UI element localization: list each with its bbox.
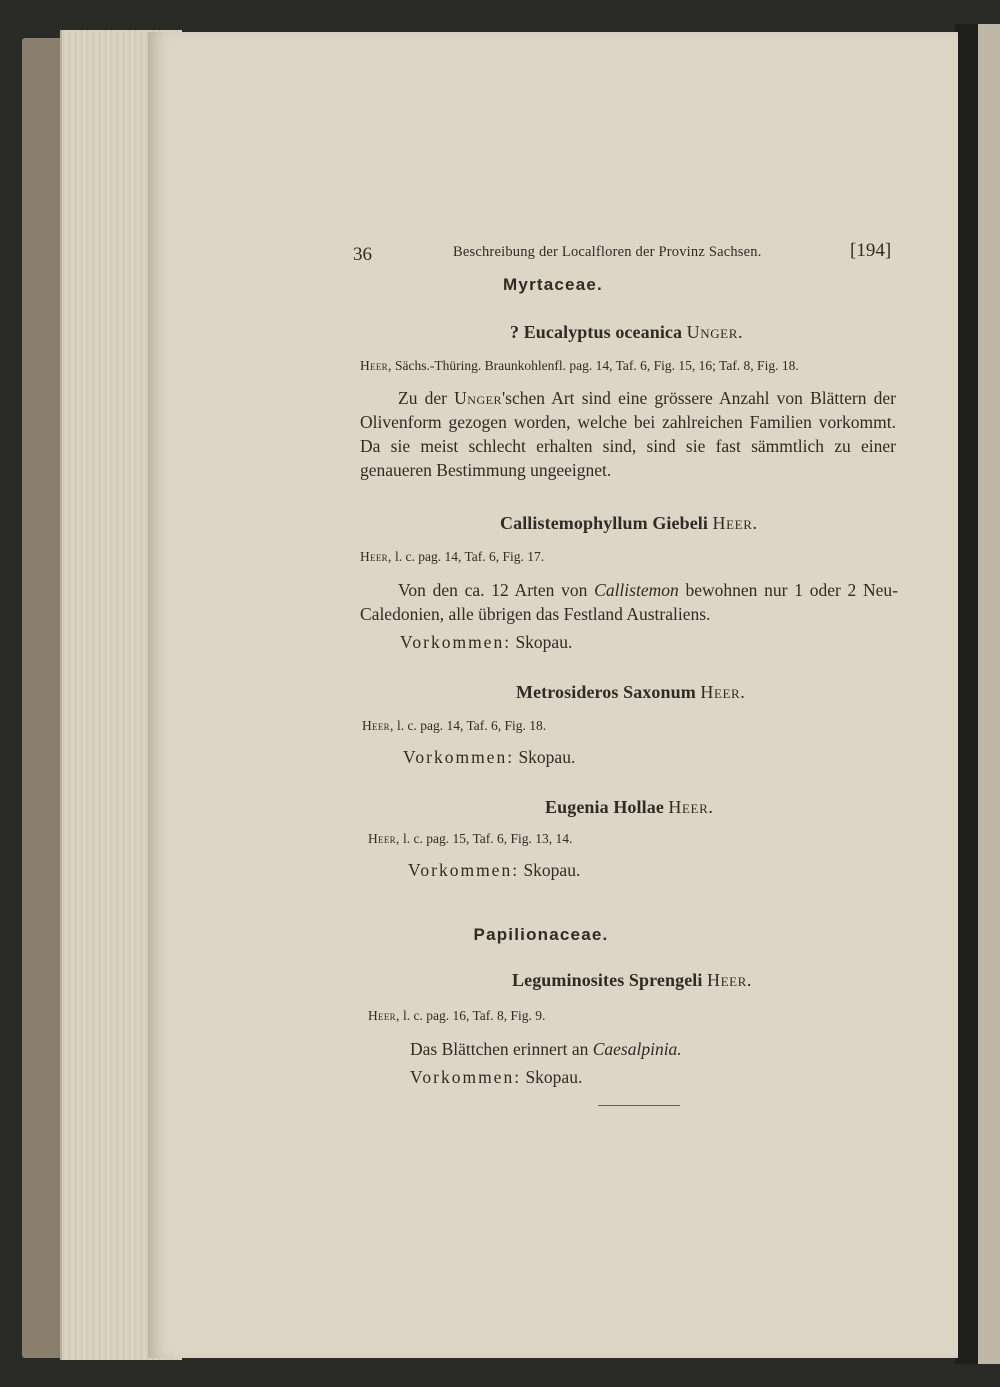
paragraph-text: 'schen Art sind eine grössere Anzahl von Blättern der Olivenform gezogen worden, welche bei zahlreichen Familien vorkommt. Da sie meist schlecht erhalten sind, sind sie fast sämmtlich zu einer genaueren Bestimmung ungeeignet. [360, 388, 896, 480]
species-name: ? Eucalyptus oceanica [510, 322, 683, 342]
reference-author: Heer, [360, 358, 392, 373]
reference-author: Heer, [368, 831, 400, 846]
paragraph-author: Unger [454, 388, 502, 408]
species-name: Eugenia Hollae [545, 797, 664, 817]
end-rule-divider [598, 1105, 680, 1106]
species-heading-eugenia [545, 797, 713, 818]
occurrence-value: Skopau. [518, 747, 576, 767]
running-title: Beschreibung der Localfloren der Provinz Sachsen. [453, 244, 762, 260]
occurrence-value: Skopau. [515, 632, 573, 652]
occurrence-value: Skopau. [525, 1067, 583, 1087]
species-heading-leguminosites [512, 970, 752, 991]
species-heading-eucalyptus [510, 322, 743, 343]
species-name: Metrosideros Saxonum [516, 682, 696, 702]
reference-author: Heer, [362, 718, 394, 733]
occurrence-leguminosites [410, 1067, 582, 1088]
paragraph-text: bewohnen nur 1 oder 2 Neu-Caledonien, alle übrigen das Festland Australiens. [360, 580, 899, 624]
species-name: Leguminosites Sprengeli [512, 970, 703, 990]
occurrence-callistemophyllum [400, 632, 572, 653]
species-author: Heer. [712, 513, 758, 533]
reference-eucalyptus [360, 358, 799, 374]
section-title-myrtaceae: Myrtaceae. [503, 275, 603, 294]
section-title-papilionaceae: Papilionaceae. [473, 925, 609, 944]
occurrence-label: Vorkommen: [410, 1067, 522, 1087]
species-name: Callistemophyllum Giebeli [500, 513, 709, 533]
book-page [148, 32, 958, 1358]
paragraph-eucalyptus [360, 386, 896, 482]
occurrence-label: Vorkommen: [408, 860, 520, 880]
species-author: Heer. [700, 682, 746, 702]
page-header [148, 240, 958, 270]
occurrence-metrosideros [403, 747, 575, 768]
reference-author: Heer, [368, 1008, 400, 1023]
reference-text: l. c. pag. 16, Taf. 8, Fig. 9. [403, 1008, 546, 1023]
species-author: Unger. [686, 322, 744, 342]
species-author: Heer. [706, 970, 753, 990]
occurrence-value: Skopau. [523, 860, 581, 880]
page-number: 36 [353, 244, 372, 265]
paragraph-genus: Caesalpinia. [592, 1039, 682, 1059]
bracketed-page-number: [194] [850, 240, 892, 261]
paragraph-leguminosites [410, 1037, 682, 1061]
reference-metrosideros [362, 718, 546, 734]
species-heading-callistemophyllum [500, 513, 758, 534]
paragraph-text: Von den ca. 12 Arten von [398, 580, 595, 600]
reference-callistemophyllum [360, 549, 544, 565]
reference-text: l. c. pag. 14, Taf. 6, Fig. 18. [397, 718, 547, 733]
reference-leguminosites [368, 1008, 545, 1024]
species-author: Heer. [668, 797, 714, 817]
species-heading-metrosideros [516, 682, 745, 703]
paragraph-text: Zu der [398, 388, 455, 408]
reference-text: l. c. pag. 14, Taf. 6, Fig. 17. [395, 549, 545, 564]
reference-text: l. c. pag. 15, Taf. 6, Fig. 13, 14. [403, 831, 573, 846]
occurrence-label: Vorkommen: [400, 632, 512, 652]
occurrence-eugenia [408, 860, 580, 881]
paragraph-text: Das Blättchen erinnert an [410, 1039, 593, 1059]
reference-text: Sächs.-Thüring. Braunkohlenfl. pag. 14, Taf. 6, Fig. 15, 16; Taf. 8, Fig. 18. [395, 358, 799, 373]
paragraph-genus: Callistemon [594, 580, 679, 600]
reference-author: Heer, [360, 549, 392, 564]
reference-eugenia [368, 831, 572, 847]
facing-page-edge [978, 24, 1000, 1364]
occurrence-label: Vorkommen: [403, 747, 515, 767]
paragraph-callistemophyllum [360, 578, 898, 626]
